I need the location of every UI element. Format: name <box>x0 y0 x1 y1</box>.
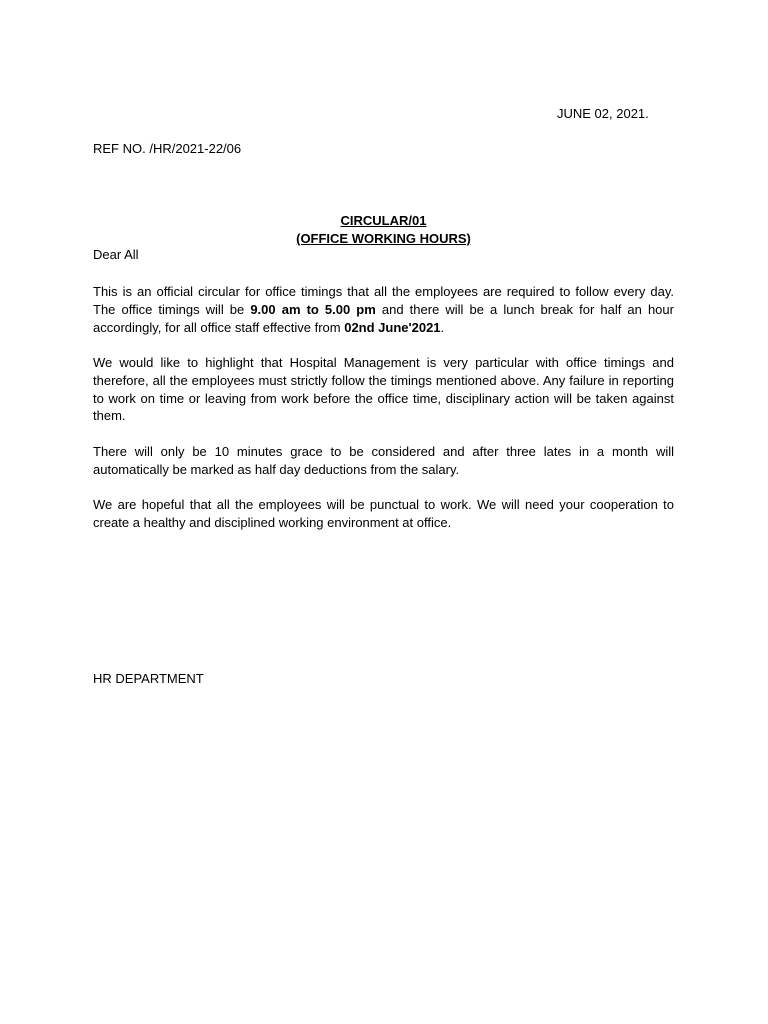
effective-date-highlight: 02nd June'2021 <box>344 319 441 335</box>
paragraph-office-timings <box>93 283 674 336</box>
paragraph-text: There will only be 10 minutes grace to be considered and after three lates in a month will automatically be marked as half day deductions from the salary. <box>93 444 674 477</box>
paragraph-text: We are hopeful that all the employees will be punctual to work. We will need your cooperation to create a healthy and disciplined working environment at office. <box>93 497 674 530</box>
paragraph-grace-period <box>93 443 674 479</box>
salutation: Dear All <box>93 247 139 262</box>
paragraph-compliance <box>93 354 674 425</box>
paragraph-text: . <box>440 319 445 335</box>
office-hours-highlight: 9.00 am to 5.00 pm <box>250 301 376 317</box>
circular-subtitle: (OFFICE WORKING HOURS) <box>296 231 471 246</box>
paragraph-text: We would like to highlight that Hospital Management is very particular with office timings and therefore, all the employees must strictly follow the timings mentioned above. Any failure in reporting to work on time or leaving from work before the office time, disciplinary action will be taken against them. <box>93 355 674 424</box>
paragraph-text: and there will be a lunch break for half an hour accordingly, for all office staff effective from <box>93 301 674 335</box>
paragraph-text: This is an official circular for office timings that all the employees are required to follow every day. The office timings will be <box>93 284 674 317</box>
signature-department: HR DEPARTMENT <box>93 671 204 686</box>
circular-title: CIRCULAR/01 <box>340 213 427 228</box>
paragraph-closing <box>93 496 674 532</box>
letter-date: JUNE 02, 2021. <box>557 106 649 121</box>
circular-heading <box>93 212 674 248</box>
reference-number: REF NO. /HR/2021-22/06 <box>93 141 242 156</box>
